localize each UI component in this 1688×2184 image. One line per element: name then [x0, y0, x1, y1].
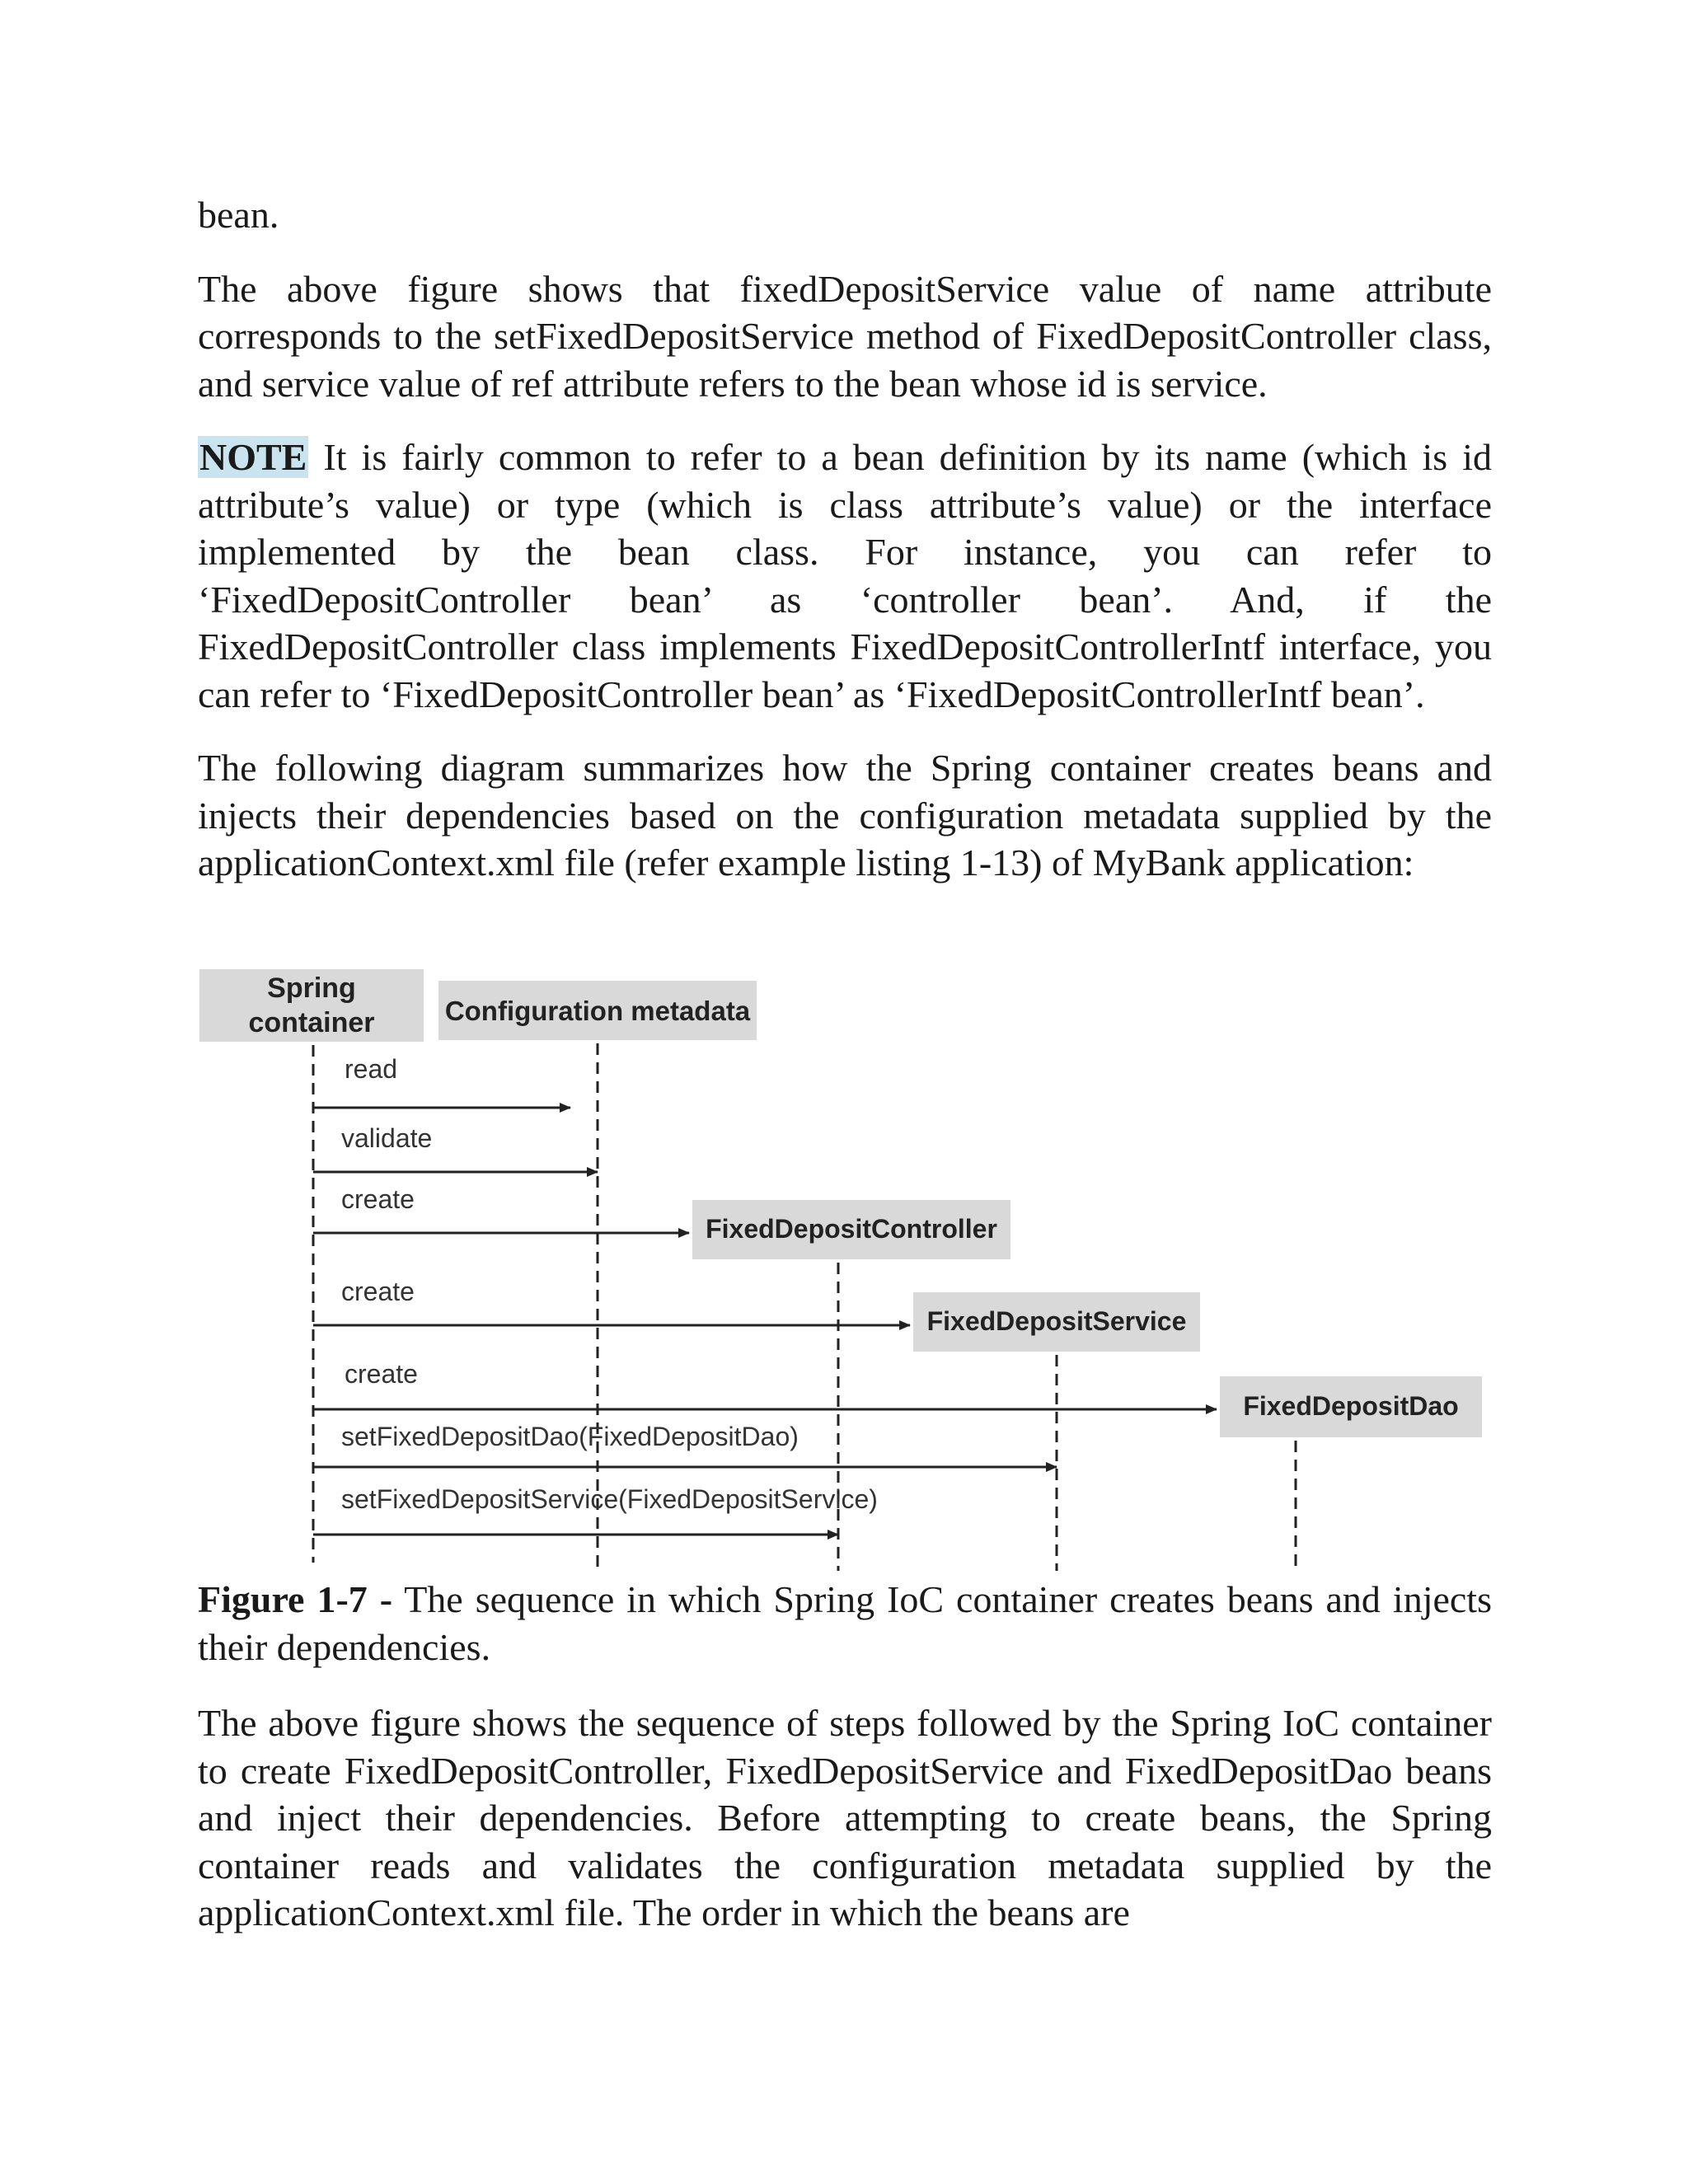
- sequence-diagram: [198, 969, 1492, 1579]
- note-label: NOTE: [199, 436, 307, 478]
- message-label-validate: validate: [341, 1123, 433, 1153]
- spring-container-label-line2: container: [248, 1007, 375, 1038]
- paragraph-sequence-explanation: The above figure shows the sequence of steps followed by the Spring IoC container to create FixedDepositController, FixedDepositService and FixedDepositDao beans and inject their dependencies. Before attempting to create beans, the Spring container reads and validates the configuration metadata supplied by the applicationContext.xml file. The order in which the beans are: [198, 1702, 1492, 1933]
- message-label-read: read: [345, 1054, 398, 1084]
- message-label-create-controller: create: [341, 1184, 415, 1214]
- note-paragraph: [198, 434, 1492, 718]
- page-body: [198, 191, 1492, 913]
- paragraph-diagram-intro: The following diagram summarizes how the Spring container creates beans and injects their dependencies based on the configuration metadata supplied by the applicationContext.xml file (refer example listing 1-13) of MyBank application:: [198, 747, 1492, 883]
- message-label-set-service: setFixedDepositService(FixedDepositService): [341, 1484, 878, 1514]
- configuration-metadata-label: Configuration metadata: [444, 996, 751, 1026]
- fixed-deposit-service-label: FixedDepositService: [926, 1306, 1187, 1336]
- message-label-create-service: create: [341, 1277, 415, 1306]
- page-body-continued: [198, 1699, 1492, 1963]
- fixed-deposit-dao-label: FixedDepositDao: [1243, 1391, 1459, 1421]
- fixed-deposit-controller-label: FixedDepositController: [706, 1214, 997, 1244]
- note-text: It is fairly common to refer to a bean definition by its name (which is id attribute’s value) or type (which is class attribute’s value) or the interface implemented by the bean class. For instance, you can refer to ‘FixedDepositController bean’ as ‘controller bean’. And, if the FixedDepositController class implements FixedDepositControllerIntf interface, you can refer to ‘FixedDepositController bean’ as ‘FixedDepositControllerIntf bean’.: [198, 436, 1492, 715]
- paragraph-intro-fragment: bean.: [198, 194, 279, 236]
- figure-caption-body: The sequence in which Spring IoC container creates beans and injects their dependencies.: [198, 1578, 1492, 1668]
- paragraph-figure-explanation: The above figure shows that fixedDepositService value of name attribute corresponds to the setFixedDepositService method of FixedDepositController class, and service value of ref attribute refers to the bean whose id is service.: [198, 267, 1492, 405]
- figure-caption-text: [198, 1576, 1492, 1671]
- message-label-create-dao: create: [345, 1359, 418, 1389]
- figure-label: Figure 1-7 -: [198, 1578, 393, 1620]
- message-label-set-dao: setFixedDepositDao(FixedDepositDao): [341, 1422, 799, 1451]
- figure-caption: [198, 1576, 1492, 1697]
- spring-container-label-line1: Spring: [267, 972, 356, 1004]
